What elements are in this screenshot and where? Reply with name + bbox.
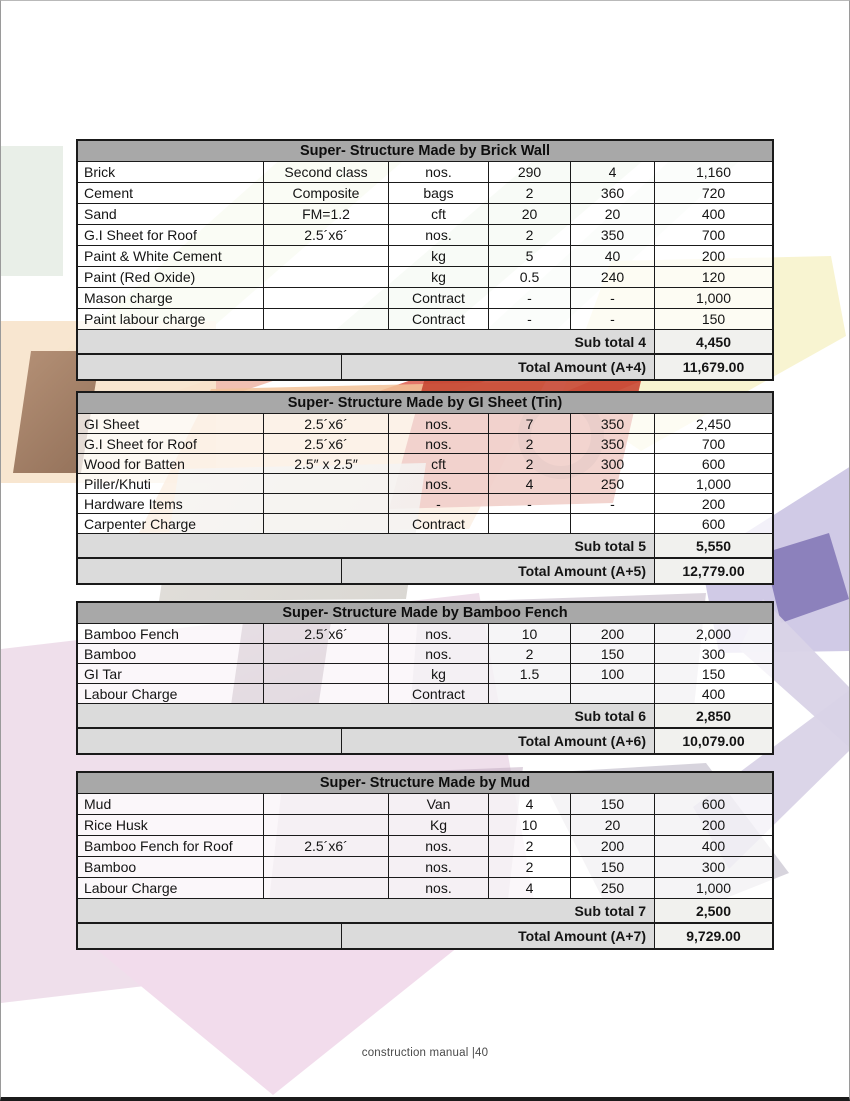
amount-cell: 120 xyxy=(654,267,772,287)
spec-cell xyxy=(263,514,388,533)
quantity-cell: - xyxy=(488,288,570,308)
item-cell: Rice Husk xyxy=(78,815,263,835)
item-cell: G.I Sheet for Roof xyxy=(78,434,263,453)
amount-cell: 720 xyxy=(654,183,772,203)
total-value: 12,779.00 xyxy=(654,559,772,583)
item-cell: Piller/Khuti xyxy=(78,474,263,493)
unit-cell: nos. xyxy=(388,225,488,245)
subtotal-label: Sub total 6 xyxy=(78,704,654,727)
quantity-cell: 1.5 xyxy=(488,664,570,683)
quantity-cell: 10 xyxy=(488,815,570,835)
unit-cell: nos. xyxy=(388,644,488,663)
table-row xyxy=(78,288,772,309)
table-row xyxy=(78,878,772,899)
rate-cell xyxy=(570,684,654,703)
amount-cell: 1,000 xyxy=(654,474,772,493)
total-value: 9,729.00 xyxy=(654,924,772,948)
unit-cell: cft xyxy=(388,454,488,473)
quantity-cell: 2 xyxy=(488,644,570,663)
item-cell: Paint & White Cement xyxy=(78,246,263,266)
amount-cell: 150 xyxy=(654,664,772,683)
rate-cell: 150 xyxy=(570,857,654,877)
rate-cell: 100 xyxy=(570,664,654,683)
item-cell: Carpenter Charge xyxy=(78,514,263,533)
total-row xyxy=(78,558,772,583)
table-row xyxy=(78,309,772,330)
subtotal-row xyxy=(78,534,772,558)
quantity-cell: 2 xyxy=(488,857,570,877)
table-title: Super- Structure Made by Mud xyxy=(319,775,531,791)
item-cell: Brick xyxy=(78,162,263,182)
amount-cell: 200 xyxy=(654,815,772,835)
table-row xyxy=(78,514,772,534)
quantity-cell: 4 xyxy=(488,794,570,814)
amount-cell: 200 xyxy=(654,246,772,266)
amount-cell: 150 xyxy=(654,309,772,329)
cost-table-brick-wall xyxy=(76,139,774,381)
amount-cell: 600 xyxy=(654,514,772,533)
spec-cell xyxy=(263,878,388,898)
spec-cell: FM=1.2 xyxy=(263,204,388,224)
quantity-cell: - xyxy=(488,309,570,329)
table-row xyxy=(78,246,772,267)
total-empty-cell xyxy=(78,559,341,583)
unit-cell: Van xyxy=(388,794,488,814)
rate-cell: 200 xyxy=(570,624,654,643)
total-empty-cell xyxy=(78,355,341,379)
item-cell: Bamboo Fench for Roof xyxy=(78,836,263,856)
total-row xyxy=(78,728,772,753)
item-cell: Paint labour charge xyxy=(78,309,263,329)
unit-cell: - xyxy=(388,494,488,513)
total-value: 10,079.00 xyxy=(654,729,772,753)
table-row xyxy=(78,204,772,225)
spec-cell xyxy=(263,684,388,703)
table-row xyxy=(78,836,772,857)
table-row xyxy=(78,267,772,288)
quantity-cell: 10 xyxy=(488,624,570,643)
rate-cell: - xyxy=(570,494,654,513)
unit-cell: Contract xyxy=(388,514,488,533)
item-cell: Wood for Batten xyxy=(78,454,263,473)
amount-cell: 1,160 xyxy=(654,162,772,182)
cost-table-mud xyxy=(76,771,774,950)
table-row xyxy=(78,857,772,878)
table-row xyxy=(78,434,772,454)
quantity-cell: 20 xyxy=(488,204,570,224)
spec-cell xyxy=(263,309,388,329)
spec-cell xyxy=(263,815,388,835)
unit-cell: nos. xyxy=(388,414,488,433)
subtotal-value: 2,500 xyxy=(654,899,772,922)
table-title: Super- Structure Made by Brick Wall xyxy=(299,143,551,159)
rate-cell: 250 xyxy=(570,474,654,493)
table-body xyxy=(78,624,772,704)
quantity-cell: 2 xyxy=(488,836,570,856)
rate-cell: - xyxy=(570,309,654,329)
item-cell: Bamboo xyxy=(78,644,263,663)
amount-cell: 400 xyxy=(654,204,772,224)
total-row xyxy=(78,923,772,948)
quantity-cell: 2 xyxy=(488,454,570,473)
table-title: Super- Structure Made by Bamboo Fench xyxy=(282,605,568,621)
table-row xyxy=(78,644,772,664)
amount-cell: 600 xyxy=(654,794,772,814)
amount-cell: 300 xyxy=(654,857,772,877)
unit-cell: kg xyxy=(388,246,488,266)
total-label: Total Amount (A+6) xyxy=(341,729,654,753)
table-body xyxy=(78,414,772,534)
subtotal-value: 5,550 xyxy=(654,534,772,557)
item-cell: Bamboo Fench xyxy=(78,624,263,643)
table-row xyxy=(78,162,772,183)
total-row xyxy=(78,354,772,379)
amount-cell: 600 xyxy=(654,454,772,473)
spec-cell: 2.5´x6´ xyxy=(263,225,388,245)
rate-cell: 350 xyxy=(570,414,654,433)
subtotal-row xyxy=(78,704,772,728)
rate-cell: 350 xyxy=(570,434,654,453)
unit-cell: Contract xyxy=(388,684,488,703)
spec-cell xyxy=(263,288,388,308)
quantity-cell xyxy=(488,684,570,703)
unit-cell: nos. xyxy=(388,434,488,453)
rate-cell xyxy=(570,514,654,533)
subtotal-value: 4,450 xyxy=(654,330,772,353)
item-cell: Cement xyxy=(78,183,263,203)
total-label: Total Amount (A+7) xyxy=(341,924,654,948)
spec-cell xyxy=(263,474,388,493)
table-row xyxy=(78,815,772,836)
item-cell: Sand xyxy=(78,204,263,224)
amount-cell: 2,000 xyxy=(654,624,772,643)
amount-cell: 300 xyxy=(654,644,772,663)
item-cell: Mason charge xyxy=(78,288,263,308)
table-title-bar xyxy=(78,141,772,162)
background-shape-green-block xyxy=(1,146,63,276)
total-label: Total Amount (A+4) xyxy=(341,355,654,379)
spec-cell xyxy=(263,494,388,513)
quantity-cell: 5 xyxy=(488,246,570,266)
total-empty-cell xyxy=(78,924,341,948)
rate-cell: 4 xyxy=(570,162,654,182)
unit-cell: kg xyxy=(388,267,488,287)
item-cell: Labour Charge xyxy=(78,878,263,898)
table-title: Super- Structure Made by GI Sheet (Tin) xyxy=(287,395,563,411)
total-label: Total Amount (A+5) xyxy=(341,559,654,583)
table-row xyxy=(78,225,772,246)
spec-cell xyxy=(263,246,388,266)
quantity-cell: 290 xyxy=(488,162,570,182)
total-empty-cell xyxy=(78,729,341,753)
spec-cell xyxy=(263,794,388,814)
page-footer: construction manual |40 xyxy=(361,1047,489,1059)
spec-cell xyxy=(263,267,388,287)
rate-cell: 150 xyxy=(570,644,654,663)
quantity-cell: 4 xyxy=(488,474,570,493)
amount-cell: 1,000 xyxy=(654,878,772,898)
spec-cell: 2.5´x6´ xyxy=(263,414,388,433)
amount-cell: 700 xyxy=(654,434,772,453)
cost-table-gi-sheet xyxy=(76,391,774,585)
quantity-cell: 2 xyxy=(488,183,570,203)
cost-table-bamboo-fench xyxy=(76,601,774,755)
spec-cell: 2.5″ x 2.5″ xyxy=(263,454,388,473)
spec-cell: Composite xyxy=(263,183,388,203)
quantity-cell: 4 xyxy=(488,878,570,898)
subtotal-label: Sub total 7 xyxy=(78,899,654,922)
item-cell: Bamboo xyxy=(78,857,263,877)
spec-cell xyxy=(263,857,388,877)
amount-cell: 700 xyxy=(654,225,772,245)
subtotal-label: Sub total 5 xyxy=(78,534,654,557)
unit-cell: Contract xyxy=(388,309,488,329)
item-cell: Hardware Items xyxy=(78,494,263,513)
item-cell: Mud xyxy=(78,794,263,814)
rate-cell: 40 xyxy=(570,246,654,266)
rate-cell: 360 xyxy=(570,183,654,203)
amount-cell: 2,450 xyxy=(654,414,772,433)
table-body xyxy=(78,794,772,899)
table-row xyxy=(78,414,772,434)
table-title-bar xyxy=(78,393,772,414)
quantity-cell: 2 xyxy=(488,434,570,453)
table-body xyxy=(78,162,772,330)
table-row xyxy=(78,454,772,474)
rate-cell: 150 xyxy=(570,794,654,814)
item-cell: GI Tar xyxy=(78,664,263,683)
spec-cell: 2.5´x6´ xyxy=(263,624,388,643)
rate-cell: 20 xyxy=(570,204,654,224)
rate-cell: 250 xyxy=(570,878,654,898)
quantity-cell: 0.5 xyxy=(488,267,570,287)
rate-cell: 300 xyxy=(570,454,654,473)
table-row xyxy=(78,183,772,204)
table-row xyxy=(78,684,772,704)
rate-cell: 200 xyxy=(570,836,654,856)
amount-cell: 200 xyxy=(654,494,772,513)
subtotal-value: 2,850 xyxy=(654,704,772,727)
unit-cell: nos. xyxy=(388,162,488,182)
rate-cell: 350 xyxy=(570,225,654,245)
table-title-bar xyxy=(78,773,772,794)
spec-cell xyxy=(263,664,388,683)
unit-cell: nos. xyxy=(388,857,488,877)
unit-cell: nos. xyxy=(388,836,488,856)
table-row xyxy=(78,624,772,644)
quantity-cell: - xyxy=(488,494,570,513)
spec-cell: 2.5´x6´ xyxy=(263,836,388,856)
table-row xyxy=(78,664,772,684)
table-row xyxy=(78,794,772,815)
unit-cell: nos. xyxy=(388,878,488,898)
unit-cell: Contract xyxy=(388,288,488,308)
amount-cell: 1,000 xyxy=(654,288,772,308)
item-cell: Paint (Red Oxide) xyxy=(78,267,263,287)
table-row xyxy=(78,474,772,494)
quantity-cell: 7 xyxy=(488,414,570,433)
item-cell: Labour Charge xyxy=(78,684,263,703)
unit-cell: nos. xyxy=(388,474,488,493)
rate-cell: 240 xyxy=(570,267,654,287)
rate-cell: - xyxy=(570,288,654,308)
subtotal-row xyxy=(78,330,772,354)
spec-cell: 2.5´x6´ xyxy=(263,434,388,453)
unit-cell: bags xyxy=(388,183,488,203)
subtotal-label: Sub total 4 xyxy=(78,330,654,353)
subtotal-row xyxy=(78,899,772,923)
amount-cell: 400 xyxy=(654,836,772,856)
amount-cell: 400 xyxy=(654,684,772,703)
background-shape-pink-triangle xyxy=(1,943,850,1098)
quantity-cell: 2 xyxy=(488,225,570,245)
table-title-bar xyxy=(78,603,772,624)
spec-cell: Second class xyxy=(263,162,388,182)
item-cell: G.I Sheet for Roof xyxy=(78,225,263,245)
unit-cell: Kg xyxy=(388,815,488,835)
spec-cell xyxy=(263,644,388,663)
item-cell: GI Sheet xyxy=(78,414,263,433)
quantity-cell xyxy=(488,514,570,533)
unit-cell: nos. xyxy=(388,624,488,643)
table-row xyxy=(78,494,772,514)
unit-cell: kg xyxy=(388,664,488,683)
total-value: 11,679.00 xyxy=(654,355,772,379)
unit-cell: cft xyxy=(388,204,488,224)
rate-cell: 20 xyxy=(570,815,654,835)
